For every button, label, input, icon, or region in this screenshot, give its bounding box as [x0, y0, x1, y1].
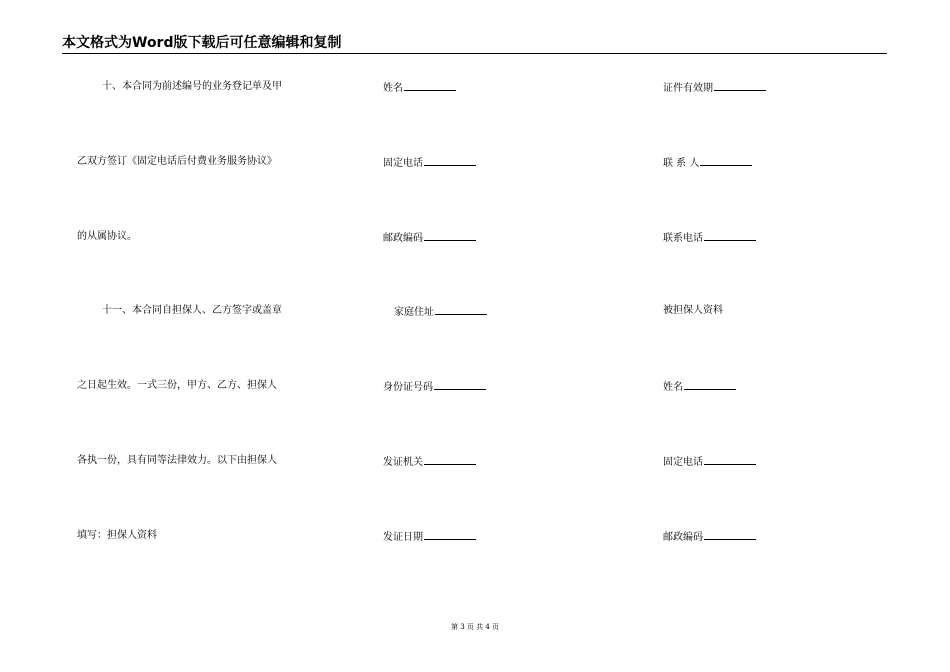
clause-text-line: 十一、本合同自担保人、乙方签字或盖章: [102, 305, 282, 316]
fill-in-blank: [714, 80, 766, 91]
field-label: 发证日期: [383, 532, 423, 543]
form-field-home-address: [394, 304, 487, 320]
fill-in-blank: [424, 155, 476, 166]
fill-in-blank: [704, 230, 756, 241]
fill-in-blank: [684, 379, 736, 390]
clause-text-line: 乙双方签订《固定电话后付费业务服务协议》: [77, 156, 277, 167]
fill-in-blank: [435, 304, 487, 315]
page-header-title: 本文格式为Word版下载后可任意编辑和复制: [62, 35, 342, 51]
clause-text-line: 的从属协议。: [77, 231, 137, 242]
clause-text-line: 之日起生效。一式三份，甲方、乙方、担保人: [77, 380, 277, 391]
form-field-id-validity: [663, 80, 766, 96]
page-number-footer: 第 3 页 共 4 页: [450, 623, 500, 631]
form-field-contact-phone: [663, 230, 756, 246]
field-label: 邮政编码: [663, 532, 703, 543]
form-field-name: [663, 379, 736, 395]
field-label: 邮政编码: [383, 233, 423, 244]
field-label: 联系电话: [663, 233, 703, 244]
fill-in-blank: [434, 379, 486, 390]
fill-in-blank: [700, 155, 752, 166]
form-field-postcode: [663, 529, 756, 545]
form-field-contact-person: [663, 155, 752, 171]
form-field-id-number: [383, 379, 486, 395]
field-label: 身份证号码: [383, 382, 433, 393]
field-label: 家庭住址: [394, 307, 434, 318]
fill-in-blank: [424, 454, 476, 465]
clause-text-line: 填写：担保人资料: [77, 530, 157, 541]
form-field-name: [383, 80, 456, 96]
field-label: 姓名: [663, 382, 683, 393]
form-field-landline: [663, 454, 756, 470]
field-label: 固定电话: [383, 158, 423, 169]
form-field-issuing-authority: [383, 454, 476, 470]
field-label: 证件有效期: [663, 83, 713, 94]
fill-in-blank: [704, 454, 756, 465]
form-field-postcode: [383, 230, 476, 246]
header-divider: [62, 53, 887, 54]
field-label: 联 系 人: [663, 158, 700, 169]
form-field-landline: [383, 155, 476, 171]
section-heading-guaranteed-party: 被担保人资料: [663, 305, 723, 316]
field-label: 固定电话: [663, 457, 703, 468]
fill-in-blank: [704, 529, 756, 540]
fill-in-blank: [424, 529, 476, 540]
clause-text-line: 各执一份，具有同等法律效力。以下由担保人: [77, 455, 277, 466]
fill-in-blank: [424, 230, 476, 241]
field-label: 姓名: [383, 83, 403, 94]
clause-text-line: 十、本合同为前述编号的业务登记单及甲: [102, 81, 282, 92]
form-field-issue-date: [383, 529, 476, 545]
field-label: 发证机关: [383, 457, 423, 468]
fill-in-blank: [404, 80, 456, 91]
